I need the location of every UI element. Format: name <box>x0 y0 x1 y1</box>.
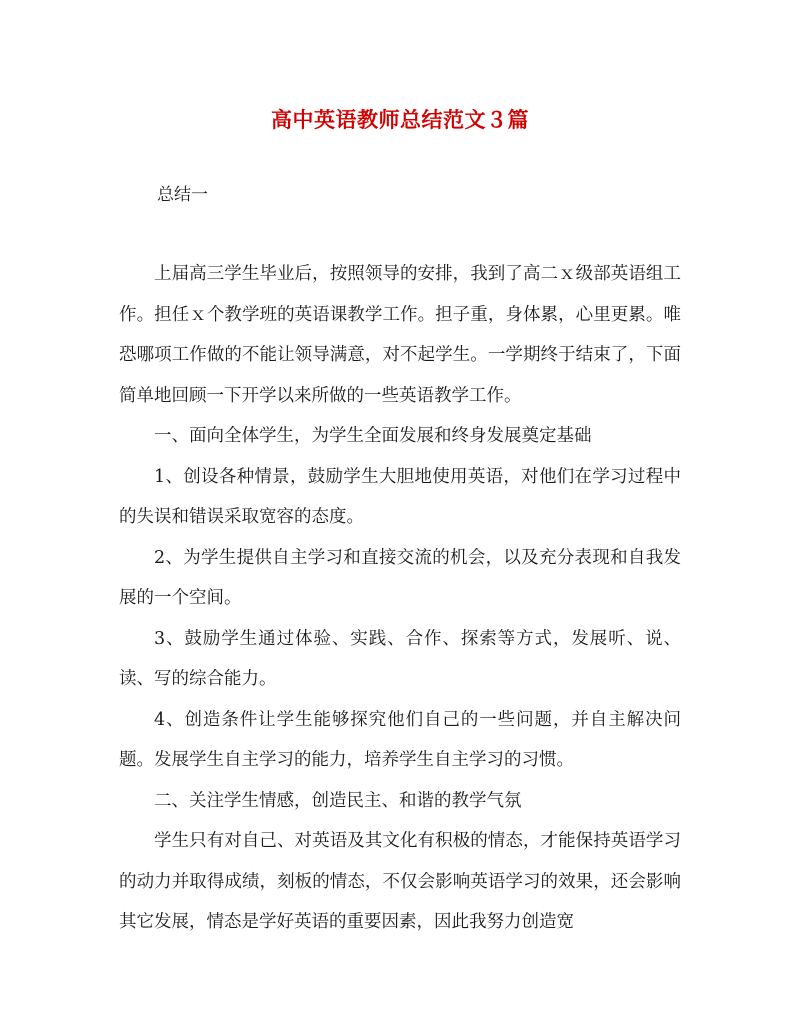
paragraph: 4、创造条件让学生能够探究他们自己的一些问题，并自主解决问题。发展学生自主学习的能力，培养学生自主学习的习惯。 <box>119 709 681 770</box>
paragraph: 上届高三学生毕业后，按照领导的安排，我到了高二ｘ级部英语组工作。担任ｘ个教学班的英语课教学工作。担子重，身体累，心里更累。唯恐哪项工作做的不能让领导满意，对不起学生。一学期终于结束了，下面简单地回顾一下开学以来所做的一些英语教学工作。 <box>119 264 681 406</box>
paragraph: 2、为学生提供自主学习和直接交流的机会，以及充分表现和自我发展的一个空间。 <box>119 547 681 608</box>
paragraph: 一、面向全体学生，为学生全面发展和终身发展奠定基础 <box>154 426 592 446</box>
document-title: 高中英语教师总结范文３篇 <box>271 107 529 132</box>
section-heading: 总结一 <box>157 185 208 205</box>
paragraph: 学生只有对自己、对英语及其文化有积极的情态，才能保持英语学习的动力并取得成绩，刻板的情态，不仅会影响英语学习的效果，还会影响其它发展，情态是学好英语的重要因素，因此我努力创造宽 <box>119 831 681 932</box>
document-body <box>119 254 681 943</box>
paragraph: 3、鼓励学生通过体验、实践、合作、探索等方式，发展听、说、读、写的综合能力。 <box>119 628 681 689</box>
paragraph: 二、关注学生情感，创造民主、和谐的教学气氛 <box>154 790 522 811</box>
paragraph: 1、创设各种情景，鼓励学生大胆地使用英语，对他们在学习过程中的失误和错误采取宽容的态度。 <box>119 466 681 527</box>
